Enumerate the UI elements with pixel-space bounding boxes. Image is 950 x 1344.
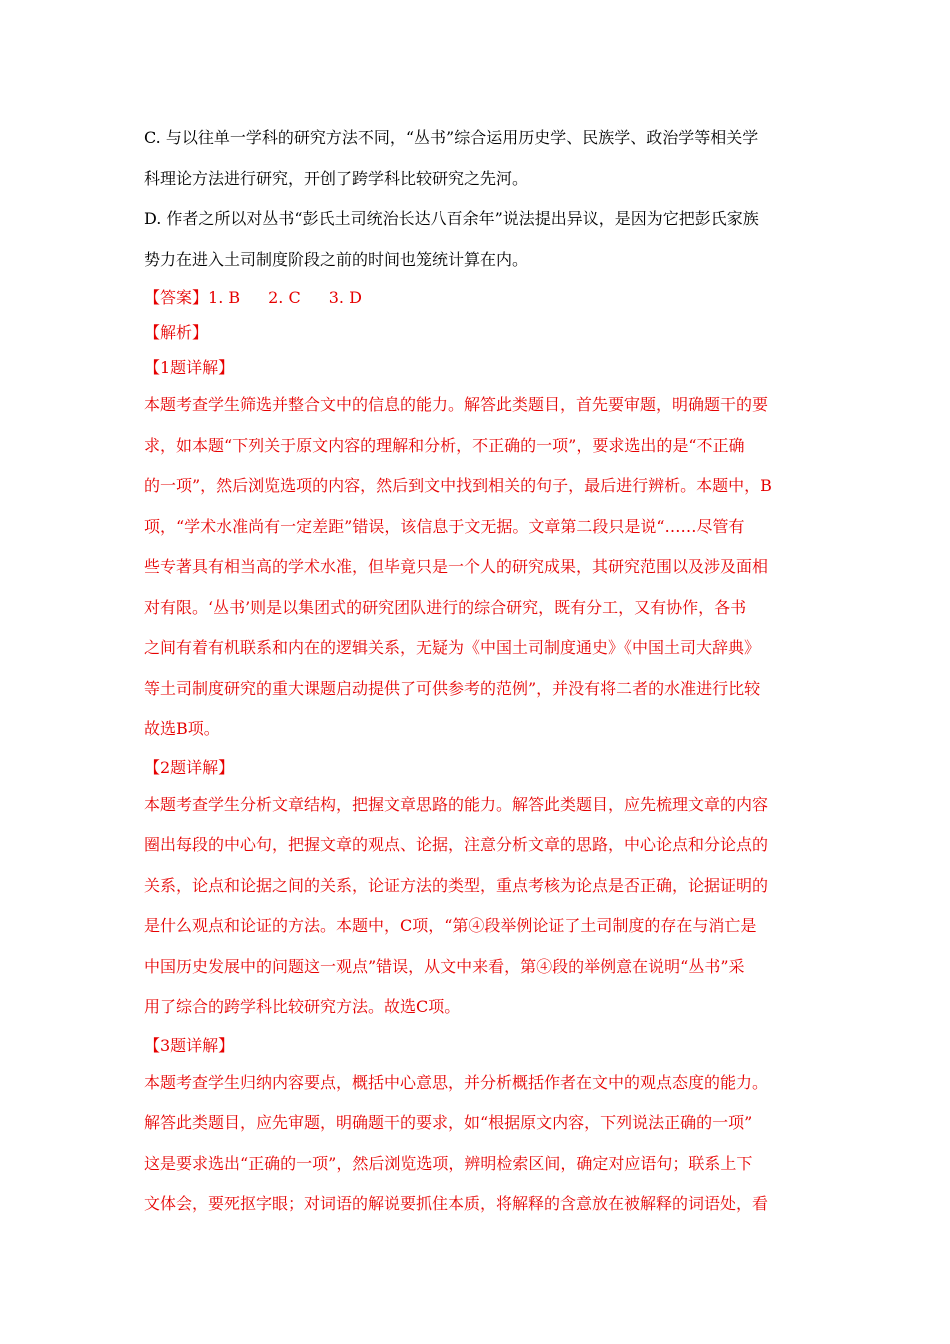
analysis-label: 【解析】 [144,323,209,342]
q1-label: 【1题详解】 [144,358,235,377]
q2-line: 本题考查学生分析文章结构，把握文章思路的能力。解答此类题目，应先梳理文章的内容 [144,794,769,814]
option-d-line-1: D. 作者之所以对丛书“彭氏土司统治长达八百余年”说法提出异议，是因为它把彭氏家族 [144,209,759,228]
q2-line: 圈出每段的中心句，把握文章的观点、论据，注意分析文章的思路，中心论点和分论点的 [144,835,769,854]
option-c-line-2: 科理论方法进行研究，开创了跨学科比较研究之先河。 [144,168,529,188]
q1-line: 本题考查学生筛选并整合文中的信息的能力。解答此类题目，首先要审题，明确题干的要 [144,395,769,414]
q1-line: 求，如本题“下列关于原文内容的理解和分析，不正确的一项”，要求选出的是“不正确 [144,435,745,455]
q1-line: 对有限。‘丛书’则是以集团式的研究团队进行的综合研究，既有分工，又有协作，各书 [144,597,747,617]
answer-line [144,280,808,315]
q2-label: 【2题详解】 [144,757,235,777]
q1-line: 故选B项。 [144,719,220,738]
q3-line: 这是要求选出“正确的一项”，然后浏览选项，辨明检索区间，确定对应语句；联系上下 [144,1153,753,1173]
document-page [144,118,808,1225]
q1-line: 些专著具有相当高的学术水准，但毕竟只是一个人的研究成果，其研究范围以及涉及面相 [144,557,769,576]
q3-line: 本题考查学生归纳内容要点，概括中心意思，并分析概括作者在文中的观点态度的能力。 [144,1072,769,1092]
q2-explanation [144,785,808,1028]
option-c-line-1: C. 与以往单一学科的研究方法不同，“丛书”综合运用历史学、民族学、政治学等相关学 [144,128,759,147]
answer-2: 2. C [268,288,301,307]
q3-explanation [144,1063,808,1225]
q3-line: 解答此类题目，应先审题，明确题干的要求，如“根据原文内容，下列说法正确的一项” [144,1113,753,1132]
q1-line: 之间有着有机联系和内在的逻辑关系，无疑为《中国土司制度通史》《中国土司大辞典》 [144,638,761,657]
q3-label: 【3题详解】 [144,1035,235,1055]
option-d-line-2: 势力在进入土司制度阶段之前的时间也笼统计算在内。 [144,249,529,269]
q1-explanation [144,385,808,750]
q2-line: 关系，论点和论据之间的关系，论证方法的类型，重点考核为论点是否正确，论据证明的 [144,875,769,895]
q2-line: 用了综合的跨学科比较研究方法。故选C项。 [144,997,461,1016]
q3-line: 文体会，要死抠字眼；对词语的解说要抓住本质，将解释的含意放在被解释的词语处，看 [144,1194,769,1213]
q2-line: 中国历史发展中的问题这一观点”错误，从文中来看，第④段的举例意在说明“丛书”采 [144,956,745,976]
q1-line: 等土司制度研究的重大课题启动提供了可供参考的范例”，并没有将二者的水准进行比较 [144,678,761,698]
q2-line: 是什么观点和论证的方法。本题中，C项，“第④段举例论证了土司制度的存在与消亡是 [144,916,757,935]
answer-3: 3. D [328,288,362,307]
q1-line: 项，“学术水准尚有一定差距”错误，该信息于文无据。文章第二段只是说“……尽管有 [144,516,745,536]
answer-1: 1. B [208,288,241,307]
q1-line: 的一项”，然后浏览选项的内容，然后到文中找到相关的句子，最后进行辨析。本题中，B [144,476,772,495]
answer-label: 【答案】 [144,288,209,307]
